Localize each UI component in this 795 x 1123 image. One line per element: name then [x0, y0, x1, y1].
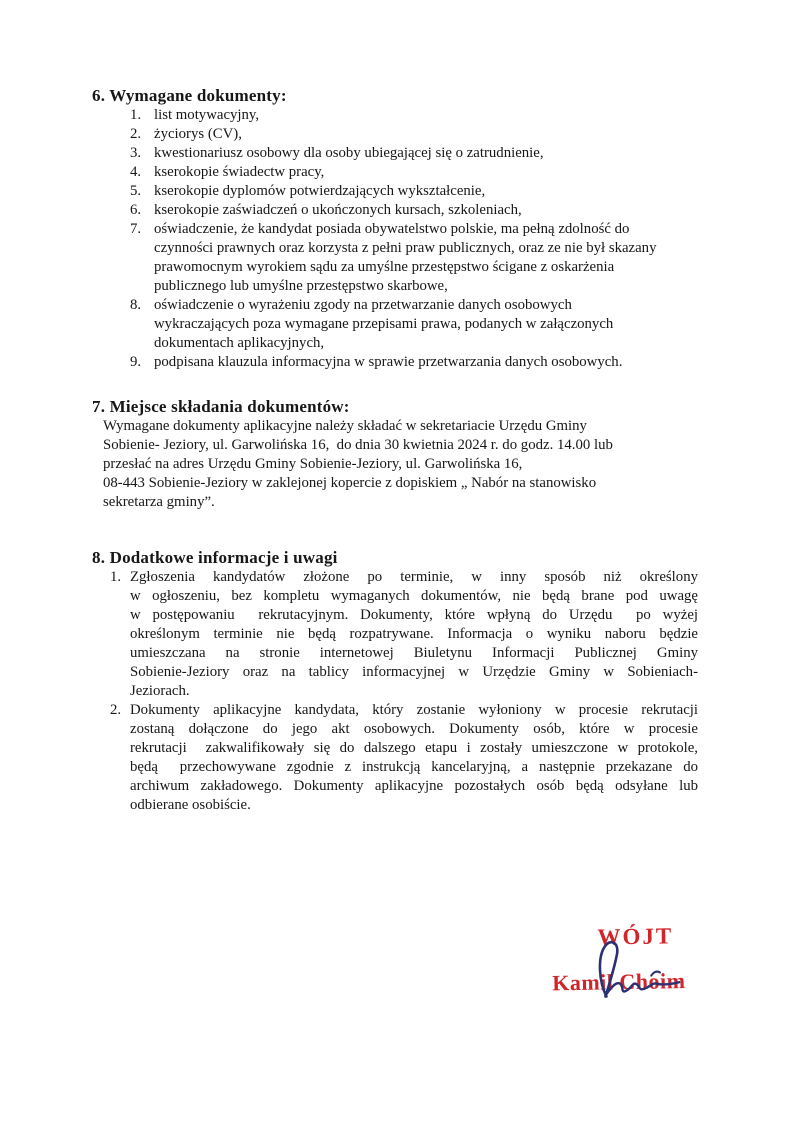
list-item-number: 8. [130, 297, 142, 313]
list-item-text [154, 106, 698, 125]
stamp-title-wojt: WÓJT [597, 923, 674, 950]
list-item [130, 163, 698, 182]
text-line: Sobienie-Jeziory oraz na tablicy informacyjnej w Urzędzie Gminy w Sobieniach- [130, 664, 698, 680]
list-item [110, 568, 698, 701]
text-line: kwestionariusz osobowy dla osoby ubiegającej się o zatrudnienie, [154, 145, 544, 161]
text-line: kserokopie dyplomów potwierdzających wykształcenie, [154, 183, 486, 199]
section-wymagane-dokumenty [92, 86, 698, 372]
list-item [130, 182, 698, 201]
list-item-number: 1. [130, 107, 142, 123]
text-line: publicznego lub umyślne przestępstwo skarbowe, [154, 278, 448, 294]
section-miejsce-skladania [92, 397, 698, 512]
text-line: czynności prawnych oraz korzysta z pełni praw publicznych, oraz ze nie był skazany [154, 240, 657, 256]
text-line: w ogłoszeniu, bez kompletu wymaganych dokumentów, nie będą brane pod uwagę [130, 588, 698, 604]
list-item [130, 144, 698, 163]
list-item-number: 2. [130, 126, 142, 142]
list-item-number: 9. [130, 354, 142, 370]
list-item-number: 4. [130, 164, 142, 180]
list-item-number: 5. [130, 183, 142, 199]
section-heading: 8. Dodatkowe informacje i uwagi [92, 548, 338, 567]
text-line: list motywacyjny, [154, 107, 260, 123]
wojt-stamp [551, 923, 713, 1016]
text-line: oświadczenie, że kandydat posiada obywatelstwo polskie, ma pełną zdolność do [154, 221, 630, 237]
text-line: odbierane osobiście. [130, 797, 251, 813]
text-line: sekretarza gminy”. [103, 494, 215, 510]
text-line: będą przechowywane zgodnie z instrukcją kancelaryjną, a następnie przekazane do [130, 759, 698, 775]
list-item-text [154, 125, 698, 144]
text-line: kserokopie świadectw pracy, [154, 164, 325, 180]
text-line: życiorys (CV), [154, 126, 242, 142]
text-line: określonym terminie nie będą rozpatrywane. Informacja o wyniku naboru będzie [130, 626, 698, 642]
text-line: kserokopie zaświadczeń o ukończonych kursach, szkoleniach, [154, 202, 522, 218]
text-line: rekrutacji zakwalifikowały się do dalszego etapu i zostały umieszczone w protokole, [130, 740, 698, 756]
text-line: wykraczających poza wymagane przepisami prawa, podanych w załączonych [154, 316, 614, 332]
text-line: przesłać na adres Urzędu Gminy Sobienie-Jeziory, ul. Garwolińska 16, [103, 456, 523, 472]
text-line: podpisana klauzula informacyjna w sprawie przetwarzania danych osobowych. [154, 354, 623, 370]
list-item-number: 6. [130, 202, 142, 218]
list-item-number: 2. [110, 702, 122, 718]
list-item-text [154, 201, 698, 220]
list-item [110, 701, 698, 815]
text-line: Sobienie- Jeziory, ul. Garwolińska 16, do dnia 30 kwietnia 2024 r. do godz. 14.00 lub [103, 437, 613, 453]
text-line: umieszczana na stronie internetowej Biuletynu Informacji Publicznej Gminy [130, 645, 698, 661]
document-content [92, 86, 698, 815]
section-heading: 7. Miejsce składania dokumentów: [92, 397, 350, 416]
list-item [130, 353, 698, 372]
list-item-text [154, 296, 698, 353]
list-item-text [154, 163, 698, 182]
list-item-text [130, 701, 698, 815]
list-item-text [154, 220, 698, 296]
list-item [130, 125, 698, 144]
section-heading: 6. Wymagane dokumenty: [92, 86, 287, 105]
list-item-text [130, 568, 698, 701]
text-line: Zgłoszenia kandydatów złożone po terminie, w inny sposób niż określony [130, 569, 698, 585]
list-item [130, 201, 698, 220]
text-line: w postępowaniu rekrutacyjnym. Dokumenty, które wpłyną do Urzędu po wyżej [130, 607, 698, 623]
list-item-text [154, 182, 698, 201]
list-item-number: 1. [110, 569, 122, 585]
text-line: 08-443 Sobienie-Jeziory w zaklejonej kopercie z dopiskiem „ Nabór na stanowisko [103, 475, 597, 491]
list-item-number: 7. [130, 221, 142, 237]
list-item [130, 296, 698, 353]
list-item [130, 220, 698, 296]
text-line: archiwum zakładowego. Dokumenty aplikacyjne pozostałych osób będą odsyłane lub [130, 778, 698, 794]
section-paragraph [103, 417, 698, 512]
list-item-number: 3. [130, 145, 142, 161]
list-item-text [154, 353, 698, 372]
text-line: dokumentach aplikacyjnych, [154, 335, 325, 351]
text-line: oświadczenie o wyrażeniu zgody na przetwarzanie danych osobowych [154, 297, 572, 313]
stamp-name: Kamil Choim [552, 968, 686, 996]
text-line: Jeziorach. [130, 683, 190, 699]
list-item-text [154, 144, 698, 163]
text-line: Dokumenty aplikacyjne kandydata, który zostanie wyłoniony w procesie rekrutacji [130, 702, 698, 718]
text-line: prawomocnym wyrokiem sądu za umyślne przestępstwo ścigane z oskarżenia [154, 259, 615, 275]
text-line: Wymagane dokumenty aplikacyjne należy składać w sekretariacie Urzędu Gminy [103, 418, 587, 434]
section-dodatkowe-informacje [92, 548, 698, 815]
text-line: zostaną dołączone do jego akt osobowych. Dokumenty osób, które w procesie [130, 721, 698, 737]
list-item [130, 106, 698, 125]
